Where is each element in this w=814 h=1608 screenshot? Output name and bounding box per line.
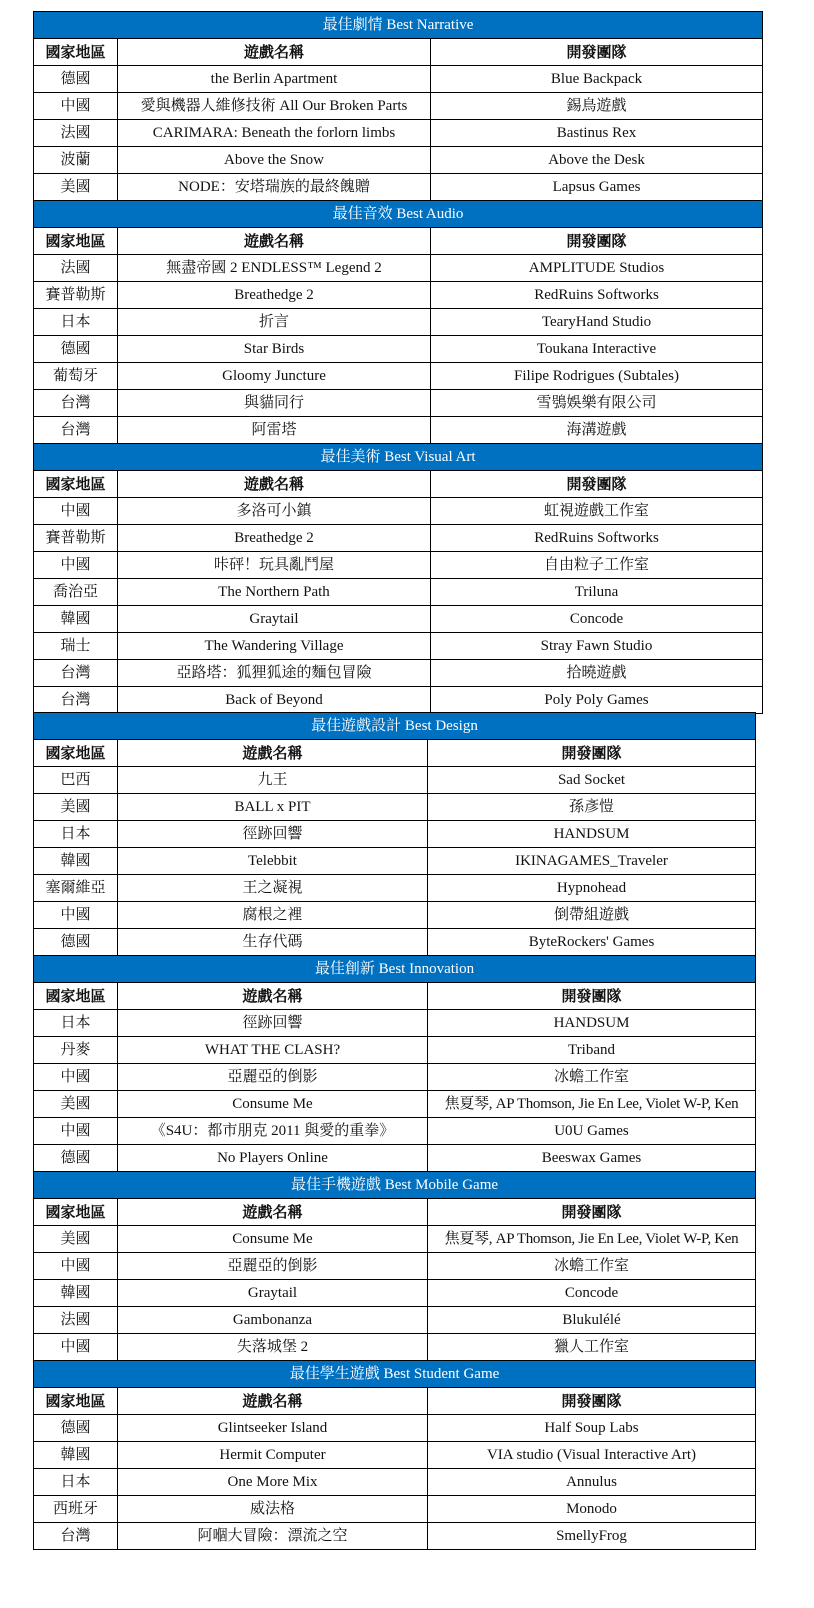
section-title: 最佳劇情 Best Narrative (34, 12, 763, 39)
game-name-cell: 亞路塔：狐狸狐途的麵包冒險 (118, 660, 431, 687)
table-row (34, 1307, 756, 1334)
table-row (34, 1064, 756, 1091)
table-row (34, 1496, 756, 1523)
section-title-row (34, 12, 763, 39)
country-cell: 中國 (34, 498, 118, 525)
game-name-cell: The Wandering Village (118, 633, 431, 660)
game-name-cell: Breathedge 2 (118, 525, 431, 552)
game-name-cell: Hermit Computer (118, 1442, 428, 1469)
section-title-row (34, 444, 763, 471)
game-name-cell: WHAT THE CLASH? (118, 1037, 428, 1064)
table-row (34, 1253, 756, 1280)
table-row (34, 363, 763, 390)
developer-cell: Blukulélé (428, 1307, 756, 1334)
header-developer: 開發團隊 (428, 740, 756, 767)
table-row (34, 660, 763, 687)
awards-table-part-2 (33, 712, 756, 1550)
game-name-cell: Gloomy Juncture (118, 363, 431, 390)
country-cell: 台灣 (34, 390, 118, 417)
developer-cell: Blue Backpack (431, 66, 763, 93)
country-cell: 台灣 (34, 660, 118, 687)
game-name-cell: 無盡帝國 2 ENDLESS™ Legend 2 (118, 255, 431, 282)
developer-cell: Half Soup Labs (428, 1415, 756, 1442)
country-cell: 賽普勒斯 (34, 282, 118, 309)
game-name-cell: 亞麗亞的倒影 (118, 1253, 428, 1280)
country-cell: 韓國 (34, 606, 118, 633)
table-row (34, 902, 756, 929)
game-name-cell: No Players Online (118, 1145, 428, 1172)
developer-cell: IKINAGAMES_Traveler (428, 848, 756, 875)
header-country: 國家地區 (34, 471, 118, 498)
developer-cell: Monodo (428, 1496, 756, 1523)
game-name-cell: CARIMARA: Beneath the forlorn limbs (118, 120, 431, 147)
country-cell: 西班牙 (34, 1496, 118, 1523)
developer-cell: 虹視遊戲工作室 (431, 498, 763, 525)
table-row (34, 794, 756, 821)
country-cell: 中國 (34, 902, 118, 929)
country-cell: 葡萄牙 (34, 363, 118, 390)
game-name-cell: 折言 (118, 309, 431, 336)
header-country: 國家地區 (34, 1199, 118, 1226)
header-country: 國家地區 (34, 983, 118, 1010)
game-name-cell: Glintseeker Island (118, 1415, 428, 1442)
developer-cell: Beeswax Games (428, 1145, 756, 1172)
table-row (34, 848, 756, 875)
developer-cell: Lapsus Games (431, 174, 763, 201)
table-row (34, 821, 756, 848)
developer-cell: Bastinus Rex (431, 120, 763, 147)
developer-cell: Above the Desk (431, 147, 763, 174)
country-cell: 韓國 (34, 1280, 118, 1307)
developer-cell: Filipe Rodrigues (Subtales) (431, 363, 763, 390)
country-cell: 日本 (34, 309, 118, 336)
country-cell: 中國 (34, 1253, 118, 1280)
developer-cell: HANDSUM (428, 1010, 756, 1037)
country-cell: 賽普勒斯 (34, 525, 118, 552)
developer-cell: 錫鳥遊戲 (431, 93, 763, 120)
developer-cell: 雪鴞娛樂有限公司 (431, 390, 763, 417)
game-name-cell: Consume Me (118, 1226, 428, 1253)
country-cell: 韓國 (34, 1442, 118, 1469)
developer-cell: RedRuins Softworks (431, 525, 763, 552)
section-title-row (34, 713, 756, 740)
header-game-name: 遊戲名稱 (118, 39, 431, 66)
table-row (34, 1226, 756, 1253)
game-name-cell: 失落城堡 2 (118, 1334, 428, 1361)
country-cell: 瑞士 (34, 633, 118, 660)
table-row (34, 1523, 756, 1550)
developer-cell: RedRuins Softworks (431, 282, 763, 309)
game-name-cell: 阿嗰大冒險：漂流之空 (118, 1523, 428, 1550)
developer-cell: Concode (428, 1280, 756, 1307)
header-game-name: 遊戲名稱 (118, 983, 428, 1010)
developer-cell: Triband (428, 1037, 756, 1064)
table-row (34, 525, 763, 552)
awards-table-part-2-body (34, 713, 756, 1550)
country-cell: 美國 (34, 1226, 118, 1253)
game-name-cell: One More Mix (118, 1469, 428, 1496)
developer-cell: 倒帶組遊戲 (428, 902, 756, 929)
table-row (34, 147, 763, 174)
country-cell: 台灣 (34, 1523, 118, 1550)
section-title: 最佳音效 Best Audio (34, 201, 763, 228)
developer-cell: Concode (431, 606, 763, 633)
game-name-cell: 九王 (118, 767, 428, 794)
game-name-cell: 威法格 (118, 1496, 428, 1523)
developer-cell: Stray Fawn Studio (431, 633, 763, 660)
game-name-cell: 咔砰！玩具亂鬥屋 (118, 552, 431, 579)
game-name-cell: 亞麗亞的倒影 (118, 1064, 428, 1091)
country-cell: 中國 (34, 1118, 118, 1145)
developer-cell: VIA studio (Visual Interactive Art) (428, 1442, 756, 1469)
country-cell: 台灣 (34, 417, 118, 444)
section-title: 最佳學生遊戲 Best Student Game (34, 1361, 756, 1388)
header-game-name: 遊戲名稱 (118, 471, 431, 498)
table-row (34, 687, 763, 714)
table-row (34, 1280, 756, 1307)
developer-cell: Toukana Interactive (431, 336, 763, 363)
country-cell: 法國 (34, 120, 118, 147)
country-cell: 波蘭 (34, 147, 118, 174)
developer-cell: AMPLITUDE Studios (431, 255, 763, 282)
game-name-cell: Gambonanza (118, 1307, 428, 1334)
section-title: 最佳手機遊戲 Best Mobile Game (34, 1172, 756, 1199)
game-name-cell: Above the Snow (118, 147, 431, 174)
column-header-row (34, 471, 763, 498)
game-name-cell: 阿雷塔 (118, 417, 431, 444)
table-row (34, 606, 763, 633)
column-header-row (34, 39, 763, 66)
table-row (34, 1469, 756, 1496)
table-row (34, 1145, 756, 1172)
game-name-cell: Star Birds (118, 336, 431, 363)
game-name-cell: 與貓同行 (118, 390, 431, 417)
country-cell: 德國 (34, 66, 118, 93)
awards-table-part-1 (33, 11, 763, 714)
table-row (34, 174, 763, 201)
game-name-cell: 徑跡回響 (118, 1010, 428, 1037)
developer-cell: TearyHand Studio (431, 309, 763, 336)
table-row (34, 1118, 756, 1145)
column-header-row (34, 740, 756, 767)
game-name-cell: 生存代碼 (118, 929, 428, 956)
country-cell: 美國 (34, 1091, 118, 1118)
game-name-cell: 王之凝視 (118, 875, 428, 902)
table-row (34, 1442, 756, 1469)
country-cell: 中國 (34, 93, 118, 120)
column-header-row (34, 228, 763, 255)
game-name-cell: BALL x PIT (118, 794, 428, 821)
country-cell: 日本 (34, 1469, 118, 1496)
table-row (34, 633, 763, 660)
awards-table-part-1-body (34, 12, 763, 714)
game-name-cell: The Northern Path (118, 579, 431, 606)
section-title: 最佳遊戲設計 Best Design (34, 713, 756, 740)
developer-cell: 拾曉遊戲 (431, 660, 763, 687)
developer-cell: SmellyFrog (428, 1523, 756, 1550)
country-cell: 德國 (34, 1415, 118, 1442)
table-row (34, 767, 756, 794)
header-country: 國家地區 (34, 228, 118, 255)
developer-cell: ByteRockers' Games (428, 929, 756, 956)
header-developer: 開發團隊 (431, 39, 763, 66)
table-row (34, 929, 756, 956)
developer-cell: HANDSUM (428, 821, 756, 848)
table-row (34, 120, 763, 147)
developer-cell: 焦夏琴, AP Thomson, Jie En Lee, Violet W-P, Ken (428, 1226, 756, 1253)
country-cell: 台灣 (34, 687, 118, 714)
table-row (34, 1334, 756, 1361)
developer-cell: 自由粒子工作室 (431, 552, 763, 579)
header-developer: 開發團隊 (428, 983, 756, 1010)
game-name-cell: the Berlin Apartment (118, 66, 431, 93)
game-name-cell: Graytail (118, 1280, 428, 1307)
header-developer: 開發團隊 (431, 228, 763, 255)
country-cell: 塞爾維亞 (34, 875, 118, 902)
country-cell: 丹麥 (34, 1037, 118, 1064)
table-row (34, 1037, 756, 1064)
country-cell: 喬治亞 (34, 579, 118, 606)
header-country: 國家地區 (34, 39, 118, 66)
country-cell: 德國 (34, 336, 118, 363)
header-game-name: 遊戲名稱 (118, 740, 428, 767)
developer-cell: Sad Socket (428, 767, 756, 794)
table-row (34, 417, 763, 444)
country-cell: 日本 (34, 1010, 118, 1037)
game-name-cell: Graytail (118, 606, 431, 633)
header-developer: 開發團隊 (428, 1388, 756, 1415)
developer-cell: Annulus (428, 1469, 756, 1496)
developer-cell: U0U Games (428, 1118, 756, 1145)
header-developer: 開發團隊 (431, 471, 763, 498)
table-row (34, 1091, 756, 1118)
developer-cell: 冰蟾工作室 (428, 1064, 756, 1091)
column-header-row (34, 1388, 756, 1415)
table-row (34, 93, 763, 120)
section-title: 最佳創新 Best Innovation (34, 956, 756, 983)
developer-cell: 海溝遊戲 (431, 417, 763, 444)
game-name-cell: 《S4U：都市朋克 2011 與愛的重拳》 (118, 1118, 428, 1145)
table-row (34, 552, 763, 579)
table-row (34, 66, 763, 93)
header-developer: 開發團隊 (428, 1199, 756, 1226)
country-cell: 法國 (34, 1307, 118, 1334)
header-game-name: 遊戲名稱 (118, 1388, 428, 1415)
header-country: 國家地區 (34, 740, 118, 767)
table-row (34, 498, 763, 525)
section-title-row (34, 1172, 756, 1199)
section-title: 最佳美術 Best Visual Art (34, 444, 763, 471)
developer-cell: Poly Poly Games (431, 687, 763, 714)
game-name-cell: Back of Beyond (118, 687, 431, 714)
country-cell: 巴西 (34, 767, 118, 794)
country-cell: 美國 (34, 794, 118, 821)
game-name-cell: Consume Me (118, 1091, 428, 1118)
country-cell: 中國 (34, 1064, 118, 1091)
developer-cell: 獵人工作室 (428, 1334, 756, 1361)
country-cell: 中國 (34, 1334, 118, 1361)
country-cell: 法國 (34, 255, 118, 282)
table-row (34, 390, 763, 417)
table-row (34, 309, 763, 336)
developer-cell: Triluna (431, 579, 763, 606)
country-cell: 韓國 (34, 848, 118, 875)
developer-cell: 孫彥愷 (428, 794, 756, 821)
header-country: 國家地區 (34, 1388, 118, 1415)
country-cell: 中國 (34, 552, 118, 579)
table-row (34, 336, 763, 363)
column-header-row (34, 1199, 756, 1226)
header-game-name: 遊戲名稱 (118, 228, 431, 255)
game-name-cell: 愛與機器人維修技術 All Our Broken Parts (118, 93, 431, 120)
game-name-cell: 徑跡回響 (118, 821, 428, 848)
developer-cell: 冰蟾工作室 (428, 1253, 756, 1280)
developer-cell: 焦夏琴, AP Thomson, Jie En Lee, Violet W-P, Ken (428, 1091, 756, 1118)
game-name-cell: Breathedge 2 (118, 282, 431, 309)
section-title-row (34, 956, 756, 983)
developer-cell: Hypnohead (428, 875, 756, 902)
table-row (34, 282, 763, 309)
table-row (34, 1010, 756, 1037)
section-title-row (34, 201, 763, 228)
table-row (34, 875, 756, 902)
country-cell: 德國 (34, 929, 118, 956)
section-title-row (34, 1361, 756, 1388)
country-cell: 日本 (34, 821, 118, 848)
header-game-name: 遊戲名稱 (118, 1199, 428, 1226)
country-cell: 美國 (34, 174, 118, 201)
table-row (34, 1415, 756, 1442)
game-name-cell: 多洛可小鎮 (118, 498, 431, 525)
table-row (34, 255, 763, 282)
game-name-cell: Telebbit (118, 848, 428, 875)
column-header-row (34, 983, 756, 1010)
game-name-cell: NODE：安塔瑞族的最終餽贈 (118, 174, 431, 201)
game-name-cell: 腐根之裡 (118, 902, 428, 929)
country-cell: 德國 (34, 1145, 118, 1172)
table-row (34, 579, 763, 606)
